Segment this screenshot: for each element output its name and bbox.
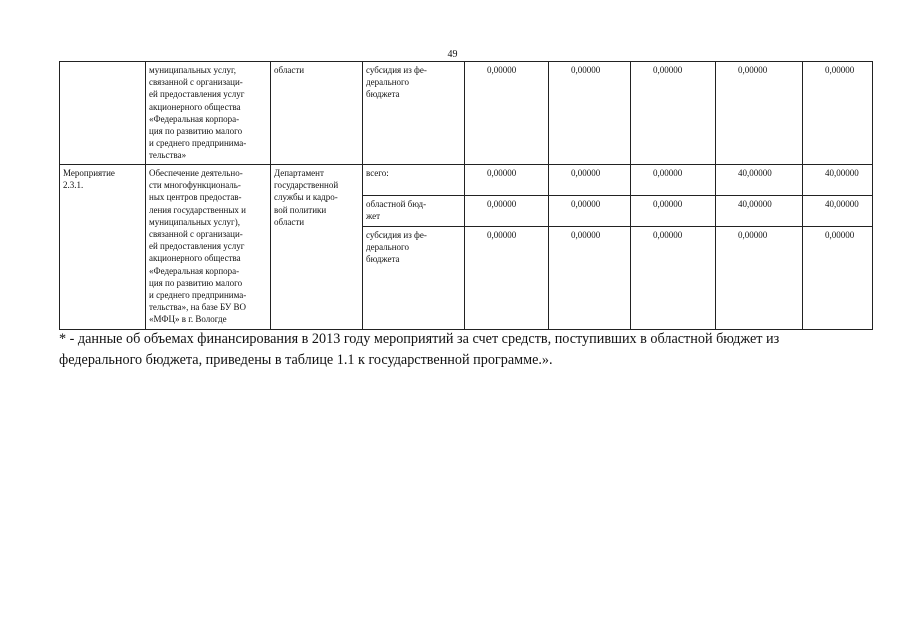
value-cell: 0,00000 [631,165,716,196]
funding-source-cell: субсидия из фе- дерального бюджета [363,62,465,165]
page-number: 49 [447,49,458,60]
value-cell: 0,00000 [549,196,631,227]
value-cell: 0,00000 [465,62,549,165]
value-cell: 40,00000 [716,165,803,196]
footnote: * - данные об объемах финансирования в 2013 году мероприятий за счет средств, поступивших в областной бюджет из федерального бюджета, приведены в таблице 1.1 к государственной программе.». [59,331,780,368]
measure-description-cell: Обеспечение деятельно- сти многофункциональ- ных центров предостав- ления государственных и муниципальных услуг), связанной с организаци- ей предоставления услуг акционерного общества «Федеральная корпора- ция по развитию малого и среднего предпринима- тельства», на базе БУ ВО «МФЦ» в г. Вологде [146,165,271,330]
funding-source-cell: всего: [363,165,465,196]
value-cell: 0,00000 [631,62,716,165]
value-cell: 0,00000 [716,227,803,330]
value-cell: 0,00000 [465,196,549,227]
value-cell: 40,00000 [716,196,803,227]
measure-name-cell [60,62,146,165]
value-cell: 0,00000 [549,62,631,165]
measure-description-cell: муниципальных услуг, связанной с организаци- ей предоставления услуг акционерного общества «Федеральная корпора- ция по развитию малого и среднего предпринима- тельства» [146,62,271,165]
executor-cell: области [271,62,363,165]
financing-table [59,61,873,330]
value-cell: 0,00000 [803,62,873,165]
funding-source-cell: субсидия из фе- дерального бюджета [363,227,465,330]
value-cell: 0,00000 [716,62,803,165]
measure-name-cell: Мероприятие 2.3.1. [60,165,146,330]
value-cell: 0,00000 [549,227,631,330]
value-cell: 40,00000 [803,196,873,227]
funding-source-cell: областной бюд- жет [363,196,465,227]
value-cell: 0,00000 [631,196,716,227]
executor-cell: Департамент государственной службы и кадро- вой политики области [271,165,363,330]
value-cell: 0,00000 [549,165,631,196]
table-row [60,62,873,165]
value-cell: 0,00000 [631,227,716,330]
value-cell: 40,00000 [803,165,873,196]
value-cell: 0,00000 [465,165,549,196]
table-row [60,165,873,196]
value-cell: 0,00000 [465,227,549,330]
value-cell: 0,00000 [803,227,873,330]
